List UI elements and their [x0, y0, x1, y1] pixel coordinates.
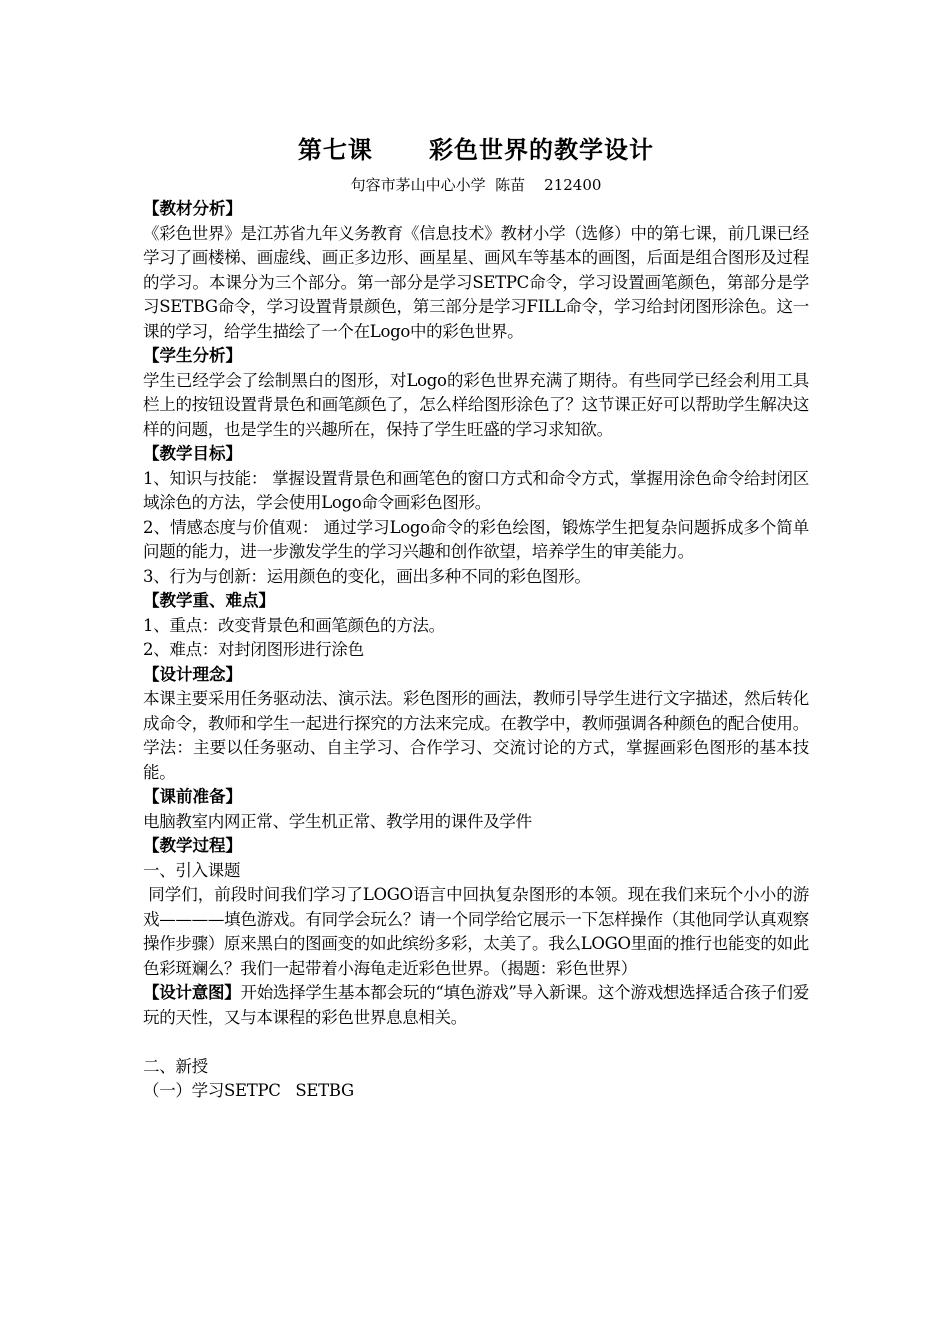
student-analysis-text: 学生已经学会了绘制黑白的图形，对Logo的彩色世界充满了期待。有些同学已经会利用工具栏上的按钮设置背景色和画笔颜色了，怎么样给图形涂色了？这节课正好可以帮助学生解决这样的问题，也是学生的兴趣所在，保持了学生旺盛的学习求知欲。 [143, 370, 809, 439]
document-page [143, 133, 809, 1104]
design-intent-text: 开始选择学生基本都会玩的“填色游戏”导入新课。这个游戏想选择适合孩子们爱玩的天性，又与本课程的彩色世界息息相关。 [143, 983, 809, 1027]
key-point-item: 2、难点：对封闭图形进行涂色 [143, 640, 364, 659]
objective-item: 2、情感态度与价值观： 通过学习Logo命令的彩色绘图，锻炼学生把复杂问题拆成多个简单问题的能力，进一步激发学生的学习兴趣和创作欲望，培养学生的审美能力。 [143, 517, 809, 561]
section-heading-student-analysis: 【学生分析】 [143, 346, 242, 365]
process-step-title: 一、引入课题 [143, 860, 241, 880]
process-step-text: 同学们，前段时间我们学习了LOGO语言中回执复杂图形的本领。现在我们来玩个小小的游戏————填色游戏。有同学会玩么？请一个同学给它展示一下怎样操作（其他同学认真观察操作步骤）原来黑白的图画变的如此缤纷多彩，太美了。我么LOGO里面的推行也能变的如此色彩斑斓么？我们一起带着小海龟走近彩色世界。（揭题：彩色世界） [143, 885, 809, 978]
process-substep-title: （一）学习SETPC SETBG [143, 1081, 354, 1100]
process-step-title: 二、新授 [143, 1056, 208, 1076]
preparation-text: 电脑教室内网正常、学生机正常、教学用的课件及学件 [143, 811, 532, 831]
design-intent-paragraph [143, 981, 809, 1030]
document-title: 第七课 彩色世界的教学设计 [297, 136, 655, 164]
section-heading-preparation: 【课前准备】 [143, 787, 242, 806]
design-concept-text: 本课主要采用任务驱动法、演示法。彩色图形的画法，教师引导学生进行文字描述，然后转化成命令，教师和学生一起进行探究的方法来完成。在教学中，教师强调各种颜色的配合使用。学法：主要以任务驱动、自主学习、合作学习、交流讨论的方式，掌握画彩色图形的基本技能。 [143, 689, 809, 782]
section-heading-process: 【教学过程】 [143, 836, 242, 855]
design-intent-label: 【设计意图】 [143, 983, 241, 1002]
section-heading-objectives: 【教学目标】 [143, 444, 242, 463]
material-analysis-text: 《彩色世界》是江苏省九年义务教育《信息技术》教材小学（选修）中的第七课，前几课已经学习了画楼梯、画虚线、画正多边形、画星星、画风车等基本的画图，后面是组合图形及过程的学习。本课分为三个部分。第一部分是学习SETPC命令，学习设置画笔颜色，第部分是学习SETBG命令，学习设置背景颜色，第三部分是学习FILL命令，学习给封闭图形涂色。这一课的学习，给学生描绘了一个在Logo中的彩色世界。 [143, 223, 809, 341]
author-byline: 句容市茅山中心小学 陈苗 212400 [350, 176, 602, 194]
objective-item: 1、知识与技能： 掌握设置背景色和画笔色的窗口方式和命令方式，掌握用涂色命令给封闭区域涂色的方法，学会使用Logo命令画彩色图形。 [143, 468, 809, 512]
section-heading-key-points: 【教学重、难点】 [143, 591, 275, 610]
blank-line [143, 1030, 809, 1055]
objective-item: 3、行为与创新：运用颜色的变化，画出多种不同的彩色图形。 [143, 566, 591, 586]
section-heading-design-concept: 【设计理念】 [143, 664, 242, 684]
key-point-item: 1、重点：改变背景色和画笔颜色的方法。 [143, 615, 445, 635]
section-heading-material-analysis: 【教材分析】 [143, 199, 242, 218]
